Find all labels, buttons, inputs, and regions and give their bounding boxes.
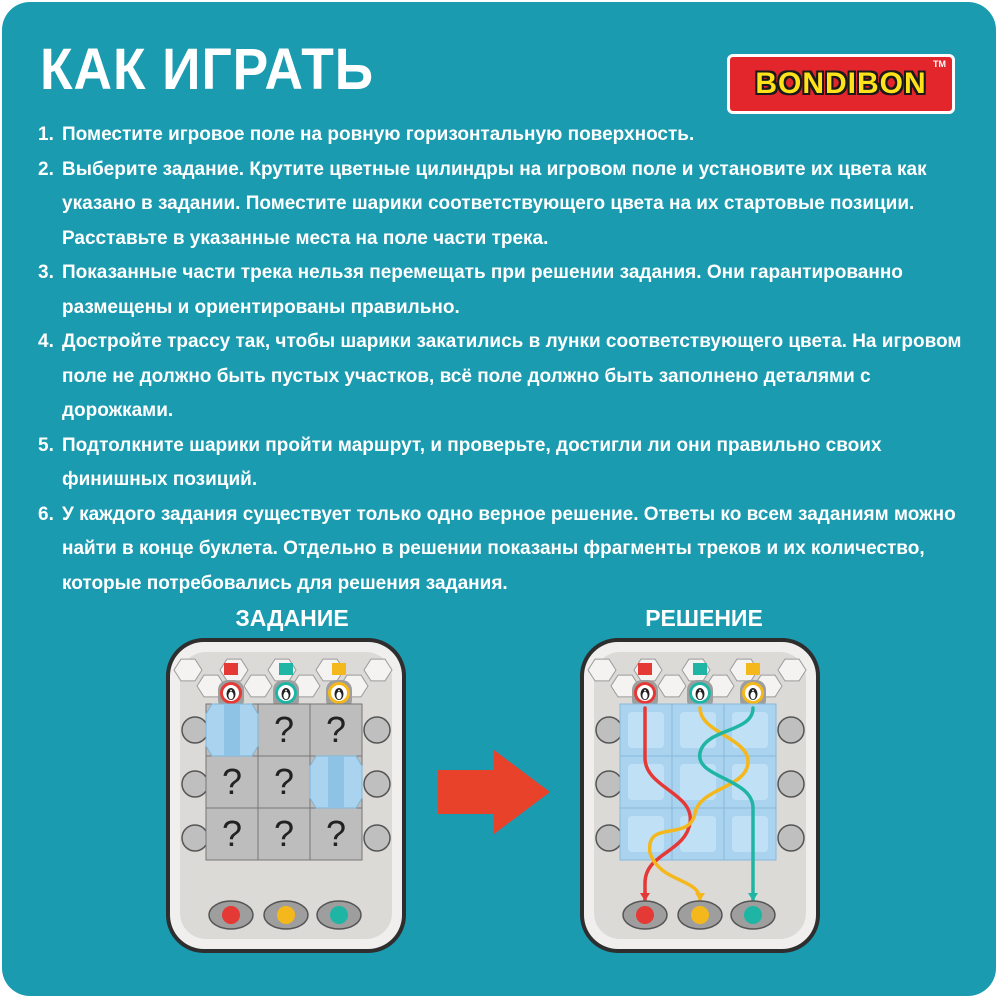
- brand-trademark: TM: [933, 59, 946, 69]
- unknown-piece-mark: ?: [325, 813, 347, 854]
- side-bump: [778, 771, 804, 797]
- target-color-marker: [332, 663, 346, 675]
- finish-ball: [330, 906, 348, 924]
- side-bump: [778, 825, 804, 851]
- finish-ball: [277, 906, 295, 924]
- step-text-line: найти в конце буклета. Отдельно в решении показаны фрагменты треков и их количество,: [62, 538, 925, 559]
- instruction-card: [2, 2, 996, 996]
- side-bump: [596, 825, 622, 851]
- arrow-right-icon: [438, 750, 550, 834]
- step-text-line: размещены и ориентированы правильно.: [62, 296, 460, 318]
- step-text-line: Достройте трассу так, чтобы шарики закатились в лунки соответствующего цвета. На игровом: [62, 331, 962, 352]
- penguin-eye: [752, 690, 754, 692]
- unknown-piece-mark: ?: [273, 709, 295, 750]
- step-text-line: Выберите задание. Крутите цветные цилиндры на игровом поле и установите их цвета как: [62, 158, 927, 180]
- penguin-eye: [699, 690, 701, 692]
- side-bump: [364, 771, 390, 797]
- solution-label: РЕШЕНИЕ: [645, 605, 763, 631]
- side-bump: [364, 825, 390, 851]
- unknown-piece-mark: ?: [325, 709, 347, 750]
- penguin-belly: [642, 692, 647, 700]
- penguin-eye: [644, 690, 646, 692]
- track-tile-inner: [680, 712, 716, 748]
- side-bump: [182, 717, 208, 743]
- task-label: ЗАДАНИЕ: [235, 605, 349, 631]
- track-tile-inner: [732, 816, 768, 852]
- unknown-piece-mark: ?: [221, 813, 243, 854]
- penguin-belly: [697, 692, 702, 700]
- side-bump: [596, 771, 622, 797]
- step-text-line: которые потребовались для решения задания.: [62, 572, 508, 594]
- step-number: 5.: [38, 434, 54, 456]
- step-number: 4.: [38, 331, 54, 352]
- step-text-line: Подтолкните шарики пройти маршрут, и проверьте, достигли ли они правильно своих: [62, 434, 882, 456]
- step-text-line: поле не должно быть пустых участков, всё поле должно быть заполнено деталями с: [62, 365, 871, 387]
- penguin-belly: [283, 692, 288, 700]
- side-bump: [182, 825, 208, 851]
- task-board: [166, 638, 406, 953]
- unknown-piece-mark: ?: [273, 813, 295, 854]
- step-text-line: Поместите игровое поле на ровную горизонтальную поверхность.: [62, 124, 695, 145]
- target-color-marker: [693, 663, 707, 675]
- finish-ball: [744, 906, 762, 924]
- step-text-line: У каждого задания существует только одно верное решение. Ответы ко всем заданиям можно: [62, 503, 956, 525]
- penguin-eye: [338, 690, 340, 692]
- target-color-marker: [638, 663, 652, 675]
- penguin-belly: [228, 692, 233, 700]
- finish-ball: [222, 906, 240, 924]
- side-bump: [182, 771, 208, 797]
- step-text-line: Показанные части трека нельзя перемещать при решении задания. Они гарантированно: [62, 262, 903, 283]
- given-track-lane: [328, 756, 344, 808]
- unknown-piece-mark: ?: [273, 761, 295, 802]
- brand-logo-text: BONDIBON: [755, 67, 927, 100]
- penguin-belly: [336, 692, 341, 700]
- finish-ball: [691, 906, 709, 924]
- target-color-marker: [279, 663, 293, 675]
- step-number: 1.: [38, 124, 54, 145]
- step-text-line: Расставьте в указанные места на поле части трека.: [62, 227, 549, 249]
- side-bump: [364, 717, 390, 743]
- target-color-marker: [746, 663, 760, 675]
- boards-illustration: [2, 2, 996, 996]
- step-number: 2.: [38, 158, 54, 180]
- step-text-line: указано в задании. Поместите шарики соответствующего цвета на их стартовые позиции.: [62, 193, 915, 214]
- solution-board: [580, 638, 820, 953]
- penguin-eye: [230, 690, 232, 692]
- target-color-marker: [224, 663, 238, 675]
- given-track-lane: [224, 704, 240, 756]
- penguin-belly: [750, 692, 755, 700]
- step-number: 3.: [38, 262, 54, 283]
- penguin-eye: [285, 690, 287, 692]
- side-bump: [596, 717, 622, 743]
- step-text-line: дорожками.: [62, 400, 174, 421]
- unknown-piece-mark: ?: [221, 761, 243, 802]
- step-number: 6.: [38, 503, 54, 525]
- side-bump: [778, 717, 804, 743]
- step-text-line: финишных позиций.: [62, 469, 258, 490]
- finish-ball: [636, 906, 654, 924]
- page-title: КАК ИГРАТЬ: [40, 37, 375, 102]
